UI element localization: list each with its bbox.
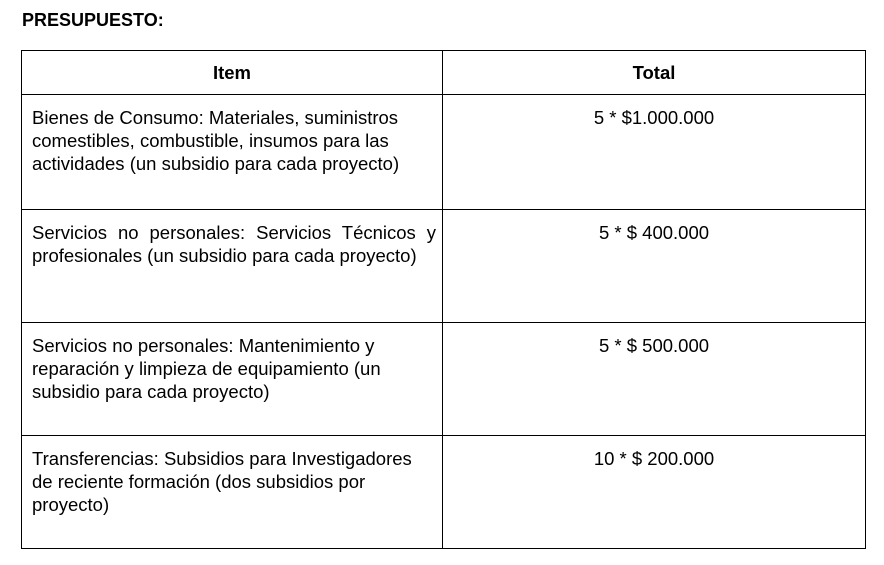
total-cell: 10 * $ 200.000 — [443, 436, 866, 549]
item-cell: Servicios no personales: Mantenimiento y reparación y limpieza de equipamiento (un subsidio para cada proyecto) — [22, 323, 443, 436]
budget-table — [21, 50, 866, 549]
column-header-total: Total — [443, 51, 866, 95]
table-row — [22, 95, 866, 210]
table-row — [22, 323, 866, 436]
total-cell: 5 * $ 500.000 — [443, 323, 866, 436]
table-row — [22, 436, 866, 549]
table-header-row — [22, 51, 866, 95]
table-row — [22, 210, 866, 323]
item-cell: Transferencias: Subsidios para Investigadores de reciente formación (dos subsidios por proyecto) — [22, 436, 443, 549]
column-header-item: Item — [22, 51, 443, 95]
page-title: PRESUPUESTO: — [22, 10, 164, 30]
total-cell: 5 * $1.000.000 — [443, 95, 866, 210]
total-cell: 5 * $ 400.000 — [443, 210, 866, 323]
item-cell: Servicios no personales: Servicios Técnicos y profesionales (un subsidio para cada proyecto) — [22, 210, 443, 323]
item-cell: Bienes de Consumo: Materiales, suministros comestibles, combustible, insumos para las actividades (un subsidio para cada proyecto) — [22, 95, 443, 210]
